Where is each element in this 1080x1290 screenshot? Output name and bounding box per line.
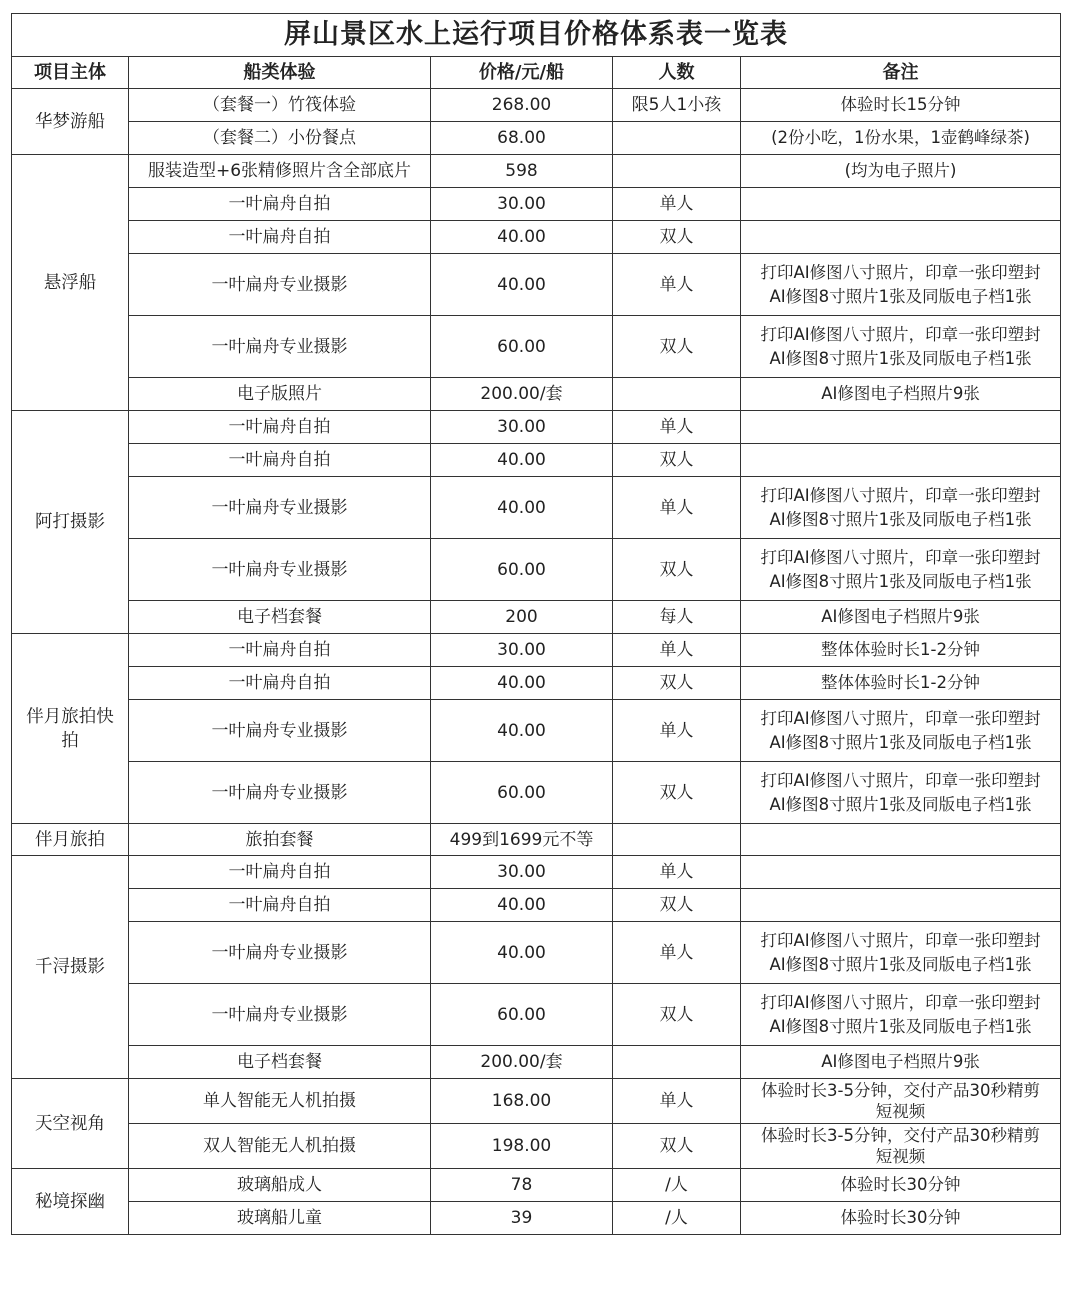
header-note: 备注 [741,57,1061,89]
cell-item: 服装造型+6张精修照片含全部底片 [129,155,431,188]
cell-people [613,378,741,411]
cell-price: 40.00 [431,254,613,316]
note-line: AI修图8寸照片1张及同版电子档1张 [769,509,1032,529]
cell-people: 双人 [613,1124,741,1169]
cell-people: 单人 [613,188,741,221]
cell-note [741,1079,1061,1124]
note-line: 打印AI修图八寸照片，印章一张印塑封 [760,547,1041,567]
table-row [12,316,1061,378]
cell-price: 40.00 [431,700,613,762]
cell-item: 一叶扁舟自拍 [129,889,431,922]
cell-note: AI修图电子档照片9张 [741,378,1061,411]
cell-people: 单人 [613,922,741,984]
cell-item: 旅拍套餐 [129,824,431,856]
note-line: 打印AI修图八寸照片，印章一张印塑封 [760,708,1041,728]
cell-price: 60.00 [431,762,613,824]
group-name [12,634,129,824]
note-line: 打印AI修图八寸照片，印章一张印塑封 [760,930,1041,950]
table-row [12,824,1061,856]
table-row [12,155,1061,188]
cell-note: 体验时长30分钟 [741,1169,1061,1202]
table-row [12,1169,1061,1202]
table-row [12,444,1061,477]
cell-price: 40.00 [431,889,613,922]
table-row [12,411,1061,444]
cell-people [613,1046,741,1079]
cell-note [741,221,1061,254]
table-row [12,188,1061,221]
group-name: 伴月旅拍 [12,824,129,856]
note-line: 打印AI修图八寸照片，印章一张印塑封 [760,770,1041,790]
cell-people [613,824,741,856]
table-row [12,378,1061,411]
cell-people: 单人 [613,254,741,316]
cell-note [741,762,1061,824]
cell-price: 60.00 [431,539,613,601]
cell-price: 200.00/套 [431,1046,613,1079]
cell-note: 整体体验时长1-2分钟 [741,634,1061,667]
cell-note: AI修图电子档照片9张 [741,1046,1061,1079]
table-row [12,1124,1061,1169]
note-line: AI修图8寸照片1张及同版电子档1张 [769,954,1032,974]
note-line: AI修图8寸照片1张及同版电子档1张 [769,571,1032,591]
cell-item: 一叶扁舟自拍 [129,856,431,889]
cell-note: AI修图电子档照片9张 [741,601,1061,634]
cell-price: 268.00 [431,89,613,122]
cell-note [741,922,1061,984]
cell-price: 168.00 [431,1079,613,1124]
cell-item: 一叶扁舟自拍 [129,667,431,700]
cell-price: 68.00 [431,122,613,155]
cell-note [741,188,1061,221]
cell-note [741,316,1061,378]
group-name: 悬浮船 [12,155,129,411]
note-line: 打印AI修图八寸照片，印章一张印塑封 [760,324,1041,344]
cell-note [741,477,1061,539]
cell-note: 体验时长30分钟 [741,1202,1061,1235]
cell-item: 一叶扁舟自拍 [129,634,431,667]
cell-note [741,254,1061,316]
cell-price: 40.00 [431,444,613,477]
cell-price: 60.00 [431,316,613,378]
cell-people: 单人 [613,856,741,889]
cell-item: 一叶扁舟专业摄影 [129,539,431,601]
group-name-line: 拍 [61,730,79,751]
note-line: AI修图8寸照片1张及同版电子档1张 [769,286,1032,306]
cell-people: 双人 [613,316,741,378]
cell-item: 玻璃船儿童 [129,1202,431,1235]
table-row [12,889,1061,922]
table-row [12,700,1061,762]
table-row [12,89,1061,122]
cell-people: 双人 [613,667,741,700]
table-row [12,1079,1061,1124]
note-line: 短视频 [875,1102,926,1121]
cell-people: 单人 [613,1079,741,1124]
cell-people: /人 [613,1202,741,1235]
group-name: 华梦游船 [12,89,129,155]
cell-people: 单人 [613,700,741,762]
note-line: 体验时长3-5分钟，交付产品30秒精剪 [761,1081,1040,1100]
cell-price: 40.00 [431,667,613,700]
cell-note [741,856,1061,889]
cell-price: 30.00 [431,411,613,444]
cell-people: 双人 [613,762,741,824]
cell-item: 一叶扁舟专业摄影 [129,984,431,1046]
cell-people: 双人 [613,984,741,1046]
cell-item: 一叶扁舟自拍 [129,188,431,221]
table-title: 屏山景区水上运行项目价格体系表一览表 [12,14,1061,57]
table-row [12,984,1061,1046]
table-row [12,762,1061,824]
table-row [12,922,1061,984]
cell-item: 一叶扁舟专业摄影 [129,700,431,762]
table-row [12,539,1061,601]
note-line: 打印AI修图八寸照片，印章一张印塑封 [760,262,1041,282]
cell-people: 双人 [613,889,741,922]
cell-price: 30.00 [431,188,613,221]
cell-item: 电子版照片 [129,378,431,411]
cell-people: /人 [613,1169,741,1202]
cell-price: 40.00 [431,477,613,539]
cell-item: 一叶扁舟专业摄影 [129,762,431,824]
header-people: 人数 [613,57,741,89]
table-row [12,221,1061,254]
cell-item: 电子档套餐 [129,601,431,634]
cell-price: 40.00 [431,221,613,254]
cell-note [741,411,1061,444]
cell-price: 30.00 [431,856,613,889]
note-line: AI修图8寸照片1张及同版电子档1张 [769,732,1032,752]
cell-price: 60.00 [431,984,613,1046]
cell-price: 200 [431,601,613,634]
cell-note [741,1124,1061,1169]
note-line: AI修图8寸照片1张及同版电子档1张 [769,348,1032,368]
table-row [12,634,1061,667]
group-name-line: 伴月旅拍快 [26,706,114,727]
cell-note [741,889,1061,922]
cell-price: 39 [431,1202,613,1235]
cell-item: 双人智能无人机拍摄 [129,1124,431,1169]
group-name: 阿打摄影 [12,411,129,634]
header-project: 项目主体 [12,57,129,89]
cell-item: 电子档套餐 [129,1046,431,1079]
header-price: 价格/元/船 [431,57,613,89]
cell-people: 单人 [613,477,741,539]
cell-note [741,824,1061,856]
cell-price: 200.00/套 [431,378,613,411]
price-table [11,13,1061,1235]
note-line: 体验时长3-5分钟，交付产品30秒精剪 [761,1126,1040,1145]
table-row [12,122,1061,155]
cell-people: 双人 [613,221,741,254]
cell-note [741,984,1061,1046]
cell-item: 一叶扁舟自拍 [129,221,431,254]
cell-note [741,539,1061,601]
cell-item: 玻璃船成人 [129,1169,431,1202]
note-line: 打印AI修图八寸照片，印章一张印塑封 [760,992,1041,1012]
cell-people: 每人 [613,601,741,634]
header-boat-type: 船类体验 [129,57,431,89]
cell-item: 单人智能无人机拍摄 [129,1079,431,1124]
cell-item: 一叶扁舟专业摄影 [129,316,431,378]
note-line: 打印AI修图八寸照片，印章一张印塑封 [760,485,1041,505]
note-line: AI修图8寸照片1张及同版电子档1张 [769,1016,1032,1036]
cell-item: 一叶扁舟自拍 [129,411,431,444]
cell-price: 40.00 [431,922,613,984]
table-row [12,1202,1061,1235]
cell-note [741,700,1061,762]
cell-note [741,444,1061,477]
table-row [12,601,1061,634]
cell-people: 单人 [613,411,741,444]
table-row [12,856,1061,889]
table-row [12,254,1061,316]
cell-item: （套餐一）竹筏体验 [129,89,431,122]
cell-people [613,155,741,188]
cell-people: 单人 [613,634,741,667]
cell-item: 一叶扁舟专业摄影 [129,254,431,316]
cell-item: 一叶扁舟专业摄影 [129,922,431,984]
price-table-sheet [11,13,1060,1235]
group-name: 千浔摄影 [12,856,129,1079]
group-name: 天空视角 [12,1079,129,1169]
cell-item: 一叶扁舟自拍 [129,444,431,477]
cell-people: 双人 [613,444,741,477]
cell-item: 一叶扁舟专业摄影 [129,477,431,539]
cell-people: 双人 [613,539,741,601]
table-row [12,477,1061,539]
cell-price: 598 [431,155,613,188]
cell-note: 整体体验时长1-2分钟 [741,667,1061,700]
cell-note: (2份小吃，1份水果，1壶鹤峰绿茶) [741,122,1061,155]
cell-note: (均为电子照片) [741,155,1061,188]
note-line: 短视频 [875,1147,926,1166]
cell-price: 499到1699元不等 [431,824,613,856]
cell-price: 78 [431,1169,613,1202]
note-line: AI修图8寸照片1张及同版电子档1张 [769,794,1032,814]
cell-price: 30.00 [431,634,613,667]
group-name: 秘境探幽 [12,1169,129,1235]
table-row [12,667,1061,700]
cell-people [613,122,741,155]
table-row [12,1046,1061,1079]
cell-people: 限5人1小孩 [613,89,741,122]
cell-note: 体验时长15分钟 [741,89,1061,122]
cell-price: 198.00 [431,1124,613,1169]
cell-item: （套餐二）小份餐点 [129,122,431,155]
